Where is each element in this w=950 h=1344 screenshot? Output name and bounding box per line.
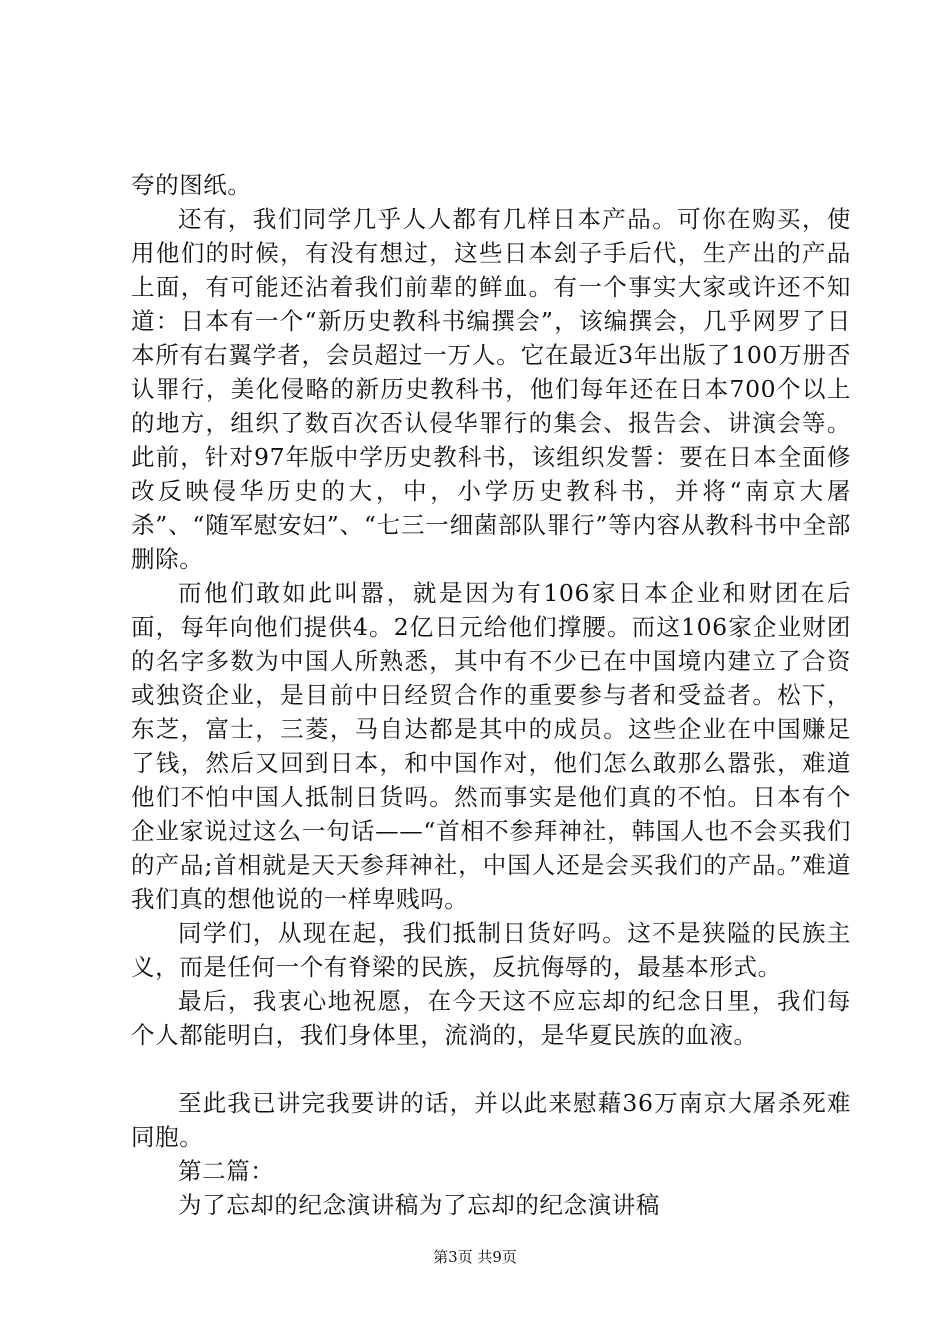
- paragraph-boycott-call: 同学们，从现在起，我们抵制日货好吗。这不是狭隘的民族主义，而是任何一个有脊梁的民族，反抗侮辱的，最基本形式。: [131, 919, 851, 981]
- paragraph-continuation: 夸的图纸。: [131, 171, 252, 199]
- section-title: 为了忘却的纪念演讲稿为了忘却的纪念演讲稿: [178, 1191, 660, 1219]
- paragraph-japanese-products: 还有，我们同学几乎人人都有几样日本产品。可你在购买，使用他们的时候，有没有想过，这些日本刽子手后代，生产出的产品上面，有可能还沾着我们前辈的鲜血。有一个事实大家或许还不知道：日本有一个“新历史教科书编撰会”，该编撰会，几乎网罗了日本所有右翼学者，会员超过一万人。它在最近3年出版了100万册否认罪行，美化侵略的新历史教科书，他们每年还在日本700个以上的地方，组织了数百次否认侵华罪行的集会、报告会、讲演会等。此前，针对97年版中学历史教科书，该组织发誓：要在日本全面修改反映侵华历史的大，中，小学历史教科书，并将“南京大屠杀”、“随军慰安妇”、“七三一细菌部队罪行”等内容从教科书中全部删除。: [131, 205, 851, 573]
- paragraph-closing-wish: 最后，我衷心地祝愿，在今天这不应忘却的纪念日里，我们每个人都能明白，我们身体里，流淌的，是华夏民族的血液。: [131, 987, 851, 1049]
- paragraph-conclusion: 至此我已讲完我要讲的话，并以此来慰藉36万南京大屠杀死难同胞。: [131, 1089, 851, 1151]
- page-number-footer: 第3页 共9页: [433, 1248, 517, 1266]
- document-body: [131, 168, 851, 1222]
- section-heading: 第二篇：: [178, 1157, 275, 1185]
- paragraph-companies-support: 而他们敢如此叫嚣，就是因为有106家日本企业和财团在后面，每年向他们提供4。2亿日元给他们撑腰。而这106家企业财团的名字多数为中国人所熟悉，其中有不少已在中国境内建立了合资或独资企业，是目前中日经贸合作的重要参与者和受益者。松下，东芝，富士，三菱，马自达都是其中的成员。这些企业在中国赚足了钱，然后又回到日本，和中国作对，他们怎么敢那么嚣张，难道他们不怕中国人抵制日货吗。然而事实是他们真的不怕。日本有个企业家说过这么一句话——“首相不参拜神社，韩国人也不会买我们的产品;首相就是天天参拜神社，中国人还是会买我们的产品。”难道我们真的想他说的一样卑贱吗。: [131, 579, 851, 913]
